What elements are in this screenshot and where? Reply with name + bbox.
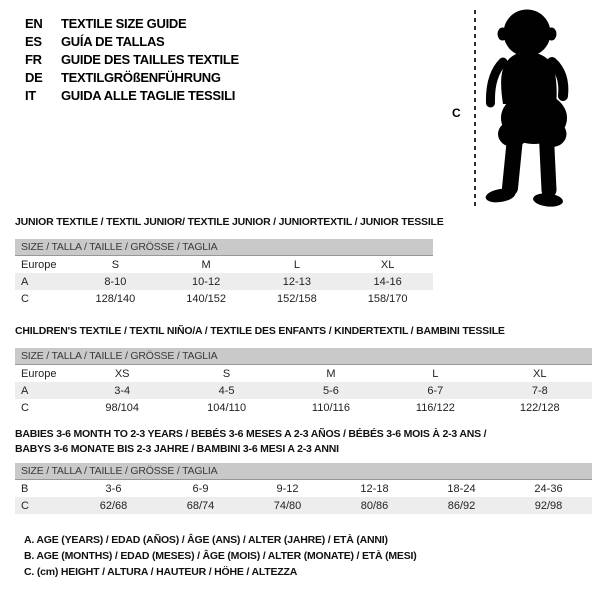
babies-table-heading-line2: BABYS 3-6 MONATE BIS 2-3 JAHRE / BAMBINI 3-6 MESI A 2-3 ANNI bbox=[15, 443, 339, 455]
size-cell: 158/170 bbox=[367, 292, 408, 305]
size-cell: 152/158 bbox=[276, 292, 317, 305]
size-cell: 122/128 bbox=[519, 401, 560, 414]
size-cell: 116/122 bbox=[415, 401, 455, 414]
size-cell: XS bbox=[114, 367, 130, 380]
size-cell: S bbox=[222, 367, 231, 380]
language-title: TEXTILE SIZE GUIDE bbox=[61, 16, 187, 31]
size-cell: 14-16 bbox=[373, 275, 402, 288]
footnote-b: B. AGE (MONTHS) / EDAD (MESES) / ÂGE (MOIS) / ALTER (MONATE) / ETÀ (MESI) bbox=[24, 550, 417, 562]
size-cell: 8-10 bbox=[104, 275, 127, 288]
children-textile-section bbox=[15, 324, 592, 416]
size-cell: 4-5 bbox=[218, 384, 235, 397]
junior-table-heading: JUNIOR TEXTILE / TEXTIL JUNIOR/ TEXTILE JUNIOR / JUNIORTEXTIL / JUNIOR TESSILE bbox=[15, 216, 444, 228]
size-cell: 12-13 bbox=[282, 275, 311, 288]
size-cell: 18-24 bbox=[447, 482, 476, 495]
size-cell: 140/152 bbox=[186, 292, 226, 305]
language-row-en bbox=[25, 15, 239, 33]
children-size-table bbox=[15, 365, 592, 416]
row-label: C bbox=[21, 401, 29, 414]
size-cell: 104/110 bbox=[207, 401, 247, 414]
footnote-legend bbox=[24, 532, 417, 580]
language-code: FR bbox=[25, 52, 42, 67]
children-table-heading: CHILDREN'S TEXTILE / TEXTIL NIÑO/A / TEXTILE DES ENFANTS / KINDERTEXTIL / BAMBINI TESSILE bbox=[15, 325, 505, 337]
junior-textile-section bbox=[15, 215, 444, 307]
size-cell: XL bbox=[533, 367, 547, 380]
language-row-de bbox=[25, 69, 239, 87]
size-cell: 80/86 bbox=[360, 499, 389, 512]
language-row-it bbox=[25, 87, 239, 105]
table-row bbox=[15, 273, 433, 290]
footnote-a: A. AGE (YEARS) / EDAD (AÑOS) / ÂGE (ANS) / ALTER (JAHRE) / ETÀ (ANNI) bbox=[24, 534, 388, 546]
size-cell: 92/98 bbox=[534, 499, 563, 512]
height-measure-label: C bbox=[452, 106, 461, 120]
row-label: B bbox=[21, 482, 29, 495]
footnote-c: C. (cm) HEIGHT / ALTURA / HAUTEUR / HÖHE / ALTEZZA bbox=[24, 566, 298, 578]
size-cell: 62/68 bbox=[99, 499, 128, 512]
size-cell: L bbox=[432, 367, 439, 380]
size-cell: 98/104 bbox=[105, 401, 140, 414]
size-header-bar: SIZE / TALLA / TAILLE / GRÖSSE / TAGLIA bbox=[15, 348, 592, 365]
size-cell: L bbox=[293, 258, 300, 271]
size-cell: 68/74 bbox=[186, 499, 215, 512]
table-row bbox=[15, 480, 592, 497]
size-cell: 24-36 bbox=[534, 482, 563, 495]
table-row bbox=[15, 382, 592, 399]
babies-textile-section bbox=[15, 427, 592, 514]
row-label: Europe bbox=[21, 258, 57, 271]
language-code: EN bbox=[25, 16, 43, 31]
height-measure-dashed-line bbox=[474, 10, 476, 208]
size-cell: 12-18 bbox=[360, 482, 389, 495]
size-cell: 5-6 bbox=[323, 384, 339, 397]
size-header-bar: SIZE / TALLA / TAILLE / GRÖSSE / TAGLIA bbox=[15, 463, 592, 480]
row-label: A bbox=[21, 384, 29, 397]
size-cell: 74/80 bbox=[273, 499, 302, 512]
row-label: Europe bbox=[21, 367, 57, 380]
language-row-fr bbox=[25, 51, 239, 69]
size-cell: 7-8 bbox=[531, 384, 548, 397]
junior-size-table bbox=[15, 256, 433, 307]
language-row-es bbox=[25, 33, 239, 51]
size-cell: S bbox=[111, 258, 120, 271]
size-cell: M bbox=[326, 367, 336, 380]
size-cell: 128/140 bbox=[95, 292, 136, 305]
table-row bbox=[15, 290, 433, 307]
toddler-silhouette-image bbox=[483, 5, 578, 207]
size-cell: M bbox=[201, 258, 211, 271]
row-label: C bbox=[21, 499, 29, 512]
language-title: GUIDA ALLE TAGLIE TESSILI bbox=[61, 88, 236, 103]
language-title: TEXTILGRÖßENFÜHRUNG bbox=[61, 70, 221, 85]
table-row bbox=[15, 365, 592, 382]
size-cell: 6-7 bbox=[427, 384, 444, 397]
babies-table-heading-line1: BABIES 3-6 MONTH TO 2-3 YEARS / BEBÉS 3-6 MESES A 2-3 AÑOS / BÉBÉS 3-6 MOIS À 2-3 ANS / bbox=[15, 428, 487, 440]
size-cell: 110/116 bbox=[311, 401, 351, 414]
size-cell: 86/92 bbox=[447, 499, 476, 512]
row-label: C bbox=[21, 292, 29, 305]
table-row bbox=[15, 497, 592, 514]
language-code: ES bbox=[25, 34, 42, 49]
babies-size-table bbox=[15, 480, 592, 514]
table-row bbox=[15, 256, 433, 273]
language-title: GUÍA DE TALLAS bbox=[61, 34, 165, 49]
table-row bbox=[15, 399, 592, 416]
size-cell: 6-9 bbox=[192, 482, 209, 495]
language-title: GUIDE DES TAILLES TEXTILE bbox=[61, 52, 239, 67]
size-cell: XL bbox=[380, 258, 395, 271]
row-label: A bbox=[21, 275, 29, 288]
size-header-bar: SIZE / TALLA / TAILLE / GRÖSSE / TAGLIA bbox=[15, 239, 433, 256]
size-cell: 9-12 bbox=[276, 482, 299, 495]
size-cell: 10-12 bbox=[192, 275, 221, 288]
size-cell: 3-6 bbox=[105, 482, 122, 495]
language-code: IT bbox=[25, 88, 36, 103]
language-code: DE bbox=[25, 70, 43, 85]
size-cell: 3-4 bbox=[114, 384, 131, 397]
language-title-list bbox=[25, 15, 239, 105]
